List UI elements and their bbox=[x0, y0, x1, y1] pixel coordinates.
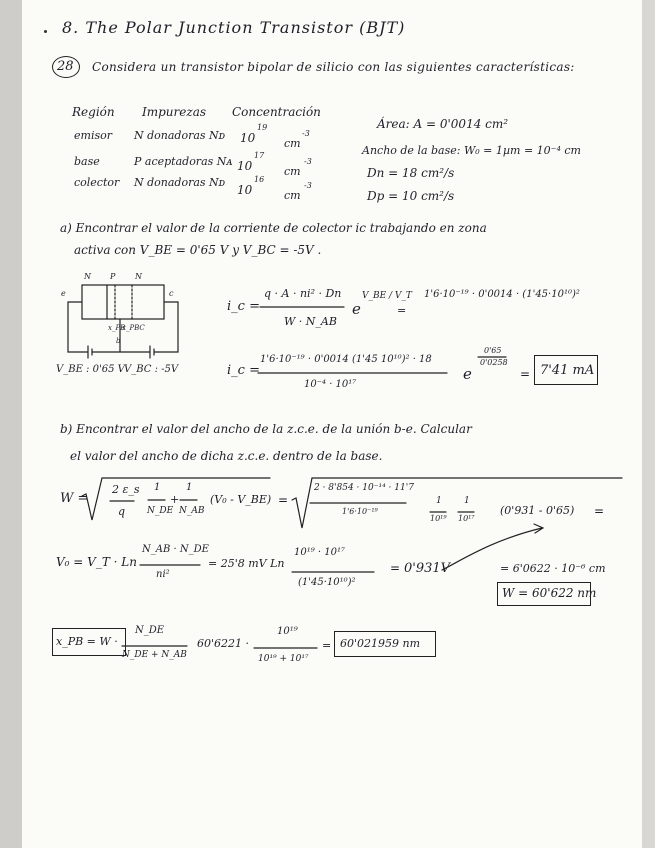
xp-mid-num: 10¹⁹ bbox=[277, 626, 298, 637]
v0-result: 0'931V bbox=[404, 561, 451, 576]
row-base-conc-exp: 17 bbox=[254, 151, 265, 160]
diagram-region-n1: N bbox=[84, 272, 91, 281]
eq2-equals: = bbox=[520, 367, 531, 381]
handwritten-strokes bbox=[22, 0, 642, 848]
param-dn: Dn = 18 cm²/s bbox=[367, 166, 455, 180]
diagram-xpb: x_PB bbox=[108, 324, 126, 332]
diagram-vbc: V_BC : -5V bbox=[124, 364, 179, 375]
v0-frac-num: N_AB · N_DE bbox=[142, 544, 209, 555]
w-inner-2: 1 bbox=[186, 482, 193, 493]
eq2-exp-base: e bbox=[463, 365, 472, 383]
w-inner-1: 1 bbox=[154, 482, 161, 493]
row-colector-region: colector bbox=[74, 176, 120, 189]
scan-background-edge bbox=[0, 0, 22, 848]
part-a-label-2: activa con V_BE = 0'65 V y V_BC = -5V . bbox=[74, 243, 322, 257]
w-inner-2-den: N_AB bbox=[179, 506, 205, 516]
v0-mid-den: (1'45·10¹⁰)² bbox=[298, 577, 356, 588]
table-header-concentration: Concentración bbox=[232, 105, 321, 119]
row-colector-unit: cm bbox=[284, 189, 301, 202]
xp-lhs: x_PB = W · bbox=[56, 635, 118, 648]
w-frac-den: q bbox=[118, 505, 126, 518]
xp-mid: 60'6221 · bbox=[197, 637, 250, 650]
table-header-impurity: Impurezas bbox=[142, 105, 207, 119]
eq1-exponent: V_BE / V_T bbox=[362, 291, 412, 301]
page-title: 8. The Polar Junction Transistor (BJT) bbox=[62, 18, 406, 37]
v0-mid: = 25'8 mV Ln bbox=[208, 557, 285, 570]
w-radical bbox=[82, 478, 270, 520]
circuit-wire bbox=[68, 302, 88, 352]
row-colector-conc-exp: 16 bbox=[254, 175, 265, 184]
row-base-impurity: P aceptadoras Nᴀ bbox=[134, 155, 233, 168]
row-emisor-unit-exp: -3 bbox=[302, 129, 310, 138]
row-base-unit-exp: -3 bbox=[304, 157, 312, 166]
w-rhs-num: 2 · 8'854 · 10⁻¹⁴ · 11'7 bbox=[314, 483, 414, 493]
notebook-page bbox=[22, 0, 642, 848]
w-rhs-den: 1'6·10⁻¹⁹ bbox=[342, 507, 378, 516]
w-eq: = bbox=[278, 493, 289, 507]
xp-num: N_DE bbox=[135, 625, 165, 636]
param-base-width: Ancho de la base: W₀ = 1µm = 10⁻⁴ cm bbox=[362, 144, 581, 157]
eq2-exp-den: 0'0258 bbox=[480, 358, 508, 367]
w-lhs: W = bbox=[60, 491, 89, 506]
diagram-region-p: P bbox=[110, 272, 116, 281]
diagram-xpbc: x_PBC bbox=[122, 324, 145, 332]
row-emisor-conc-exp: 19 bbox=[257, 123, 268, 132]
xp-result: 60'021959 nm bbox=[340, 637, 421, 650]
eq1-denominator: W · N_AB bbox=[284, 315, 337, 328]
w-rhs-b: 1 bbox=[464, 496, 470, 506]
part-b-label-2: el valor del ancho de dicha z.c.e. dentro de la base. bbox=[70, 449, 383, 463]
eq1-exp-base: e bbox=[352, 300, 361, 318]
v0-frac-den: ni² bbox=[156, 569, 170, 580]
w-tail: (V₀ - V_BE) bbox=[210, 493, 272, 506]
row-base-unit: cm bbox=[284, 165, 301, 178]
w-value: = 6'0622 · 10⁻⁶ cm bbox=[500, 562, 606, 575]
w-inner-1-den: N_DE bbox=[147, 506, 174, 516]
w-rhs-a: 1 bbox=[436, 496, 442, 506]
w-frac-num: 2 ε_s bbox=[112, 483, 140, 496]
eq1-equals: = bbox=[397, 304, 407, 317]
row-base-conc: 10 bbox=[237, 159, 253, 173]
row-emisor-unit: cm bbox=[284, 137, 301, 150]
diagram-vbe: V_BE : 0'65 V bbox=[56, 364, 125, 375]
problem-number: 28 bbox=[57, 59, 74, 74]
v0-mid-num: 10¹⁹ · 10¹⁷ bbox=[294, 547, 346, 558]
param-dp: Dp = 10 cm²/s bbox=[367, 189, 455, 203]
row-emisor-conc: 10 bbox=[240, 131, 256, 145]
row-emisor-impurity: N donadoras Nᴅ bbox=[134, 129, 226, 142]
w-rhs-eq: = bbox=[594, 504, 605, 518]
eq2-exp-num: 0'65 bbox=[484, 346, 502, 355]
diagram-terminal-e: e bbox=[61, 289, 66, 298]
eq2-numerator: 1'6·10⁻¹⁹ · 0'0014 (1'45 10¹⁰)² · 18 bbox=[260, 354, 432, 365]
diagram-b: b bbox=[116, 337, 121, 345]
part-a-label: a) Encontrar el valor de la corriente de colector ic trabajando en zona bbox=[60, 221, 487, 235]
v0-eq: = bbox=[390, 561, 401, 575]
part-b-label: b) Encontrar el valor del ancho de la z.c.e. de la unión b-e. Calcular bbox=[60, 422, 472, 436]
diagram-region-n2: N bbox=[135, 272, 142, 281]
eq1-rhs: 1'6·10⁻¹⁹ · 0'0014 · (1'45·10¹⁰)² bbox=[424, 289, 580, 300]
w-rhs-tail: (0'931 - 0'65) bbox=[500, 504, 575, 517]
row-colector-impurity: N donadoras Nᴅ bbox=[134, 176, 226, 189]
xp-den: N_DE + N_AB bbox=[122, 650, 187, 660]
row-emisor-region: emisor bbox=[74, 129, 112, 142]
table-header-region: Región bbox=[72, 105, 115, 119]
w-rhs-aden: 10¹⁹ bbox=[430, 514, 447, 523]
eq1-lhs: i_c = bbox=[227, 299, 260, 314]
param-area: Área: A = 0'0014 cm² bbox=[377, 117, 509, 131]
w-result: W = 60'622 nm bbox=[502, 586, 597, 600]
w-rhs-bden: 10¹⁷ bbox=[458, 514, 475, 523]
row-colector-conc: 10 bbox=[237, 183, 253, 197]
eq2-lhs: i_c = bbox=[227, 363, 260, 378]
diagram-terminal-c: c bbox=[169, 289, 174, 298]
xp-eq: = bbox=[322, 639, 332, 652]
row-base-region: base bbox=[74, 155, 100, 168]
eq2-denominator: 10⁻⁴ · 10¹⁷ bbox=[304, 379, 357, 390]
problem-statement: Considera un transistor bipolar de silicio con las siguientes características: bbox=[92, 60, 575, 74]
row-colector-unit-exp: -3 bbox=[304, 181, 312, 190]
eq1-numerator: q · A · ni² · Dn bbox=[264, 287, 342, 300]
xp-mid-den: 10¹⁹ + 10¹⁷ bbox=[258, 654, 309, 664]
ic-result: 7'41 mA bbox=[540, 363, 595, 378]
transistor-body bbox=[82, 285, 164, 319]
arrow-to-w bbox=[442, 528, 542, 570]
w-plus: + bbox=[170, 493, 180, 506]
v0-lhs: V₀ = V_T · Ln bbox=[56, 555, 137, 569]
